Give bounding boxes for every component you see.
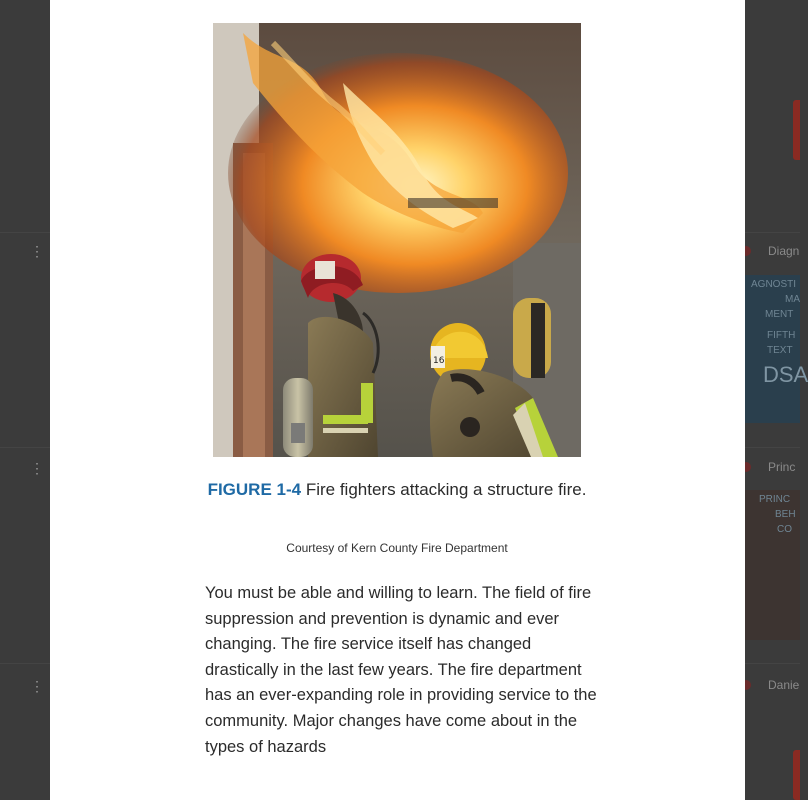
thumb-text: FIFTH: [767, 330, 796, 341]
thumb-title: DSA: [763, 362, 808, 387]
thumb-text: MENT: [765, 309, 794, 320]
more-options-icon[interactable]: ⋮: [30, 460, 44, 476]
body-paragraph: You must be able and willing to learn. The field of fire suppression and prevention is dynamic and ever changing. The fire service itself has changed drastically in the last few years. The fire department has an ever-expanding role in providing service to the community. Major changes have come about in the types of hazards: [205, 584, 597, 756]
figure-caption: [200, 477, 594, 503]
thumb-text: TEXT: [767, 345, 793, 356]
thumb-text: CO: [777, 524, 792, 535]
figure-photo: [213, 23, 581, 457]
thumb-text: AGNOSTI: [751, 279, 797, 290]
figure-label: FIGURE 1-4: [207, 480, 302, 499]
thumb-text: PRINC: [759, 494, 791, 505]
figure-credit: Courtesy of Kern County Fire Department: [286, 541, 508, 555]
figure-caption-text: Fire fighters attacking a structure fire.: [301, 480, 587, 499]
list-item-title[interactable]: Danie: [768, 678, 800, 692]
reader-page: [50, 0, 745, 800]
helmet-number: 16: [433, 356, 445, 366]
bookmark-tab[interactable]: [793, 100, 800, 160]
list-item-title[interactable]: Diagn: [768, 244, 800, 258]
book-cover-thumbnail[interactable]: [745, 275, 808, 423]
list-item-title[interactable]: Princ: [768, 460, 796, 474]
thumb-text: BEH: [775, 509, 796, 520]
thumb-text: MA: [785, 294, 800, 305]
book-cover-thumbnail[interactable]: [745, 490, 800, 640]
more-options-icon[interactable]: ⋮: [30, 243, 44, 259]
more-options-icon[interactable]: ⋮: [30, 678, 44, 694]
bookmark-tab[interactable]: [793, 750, 800, 800]
